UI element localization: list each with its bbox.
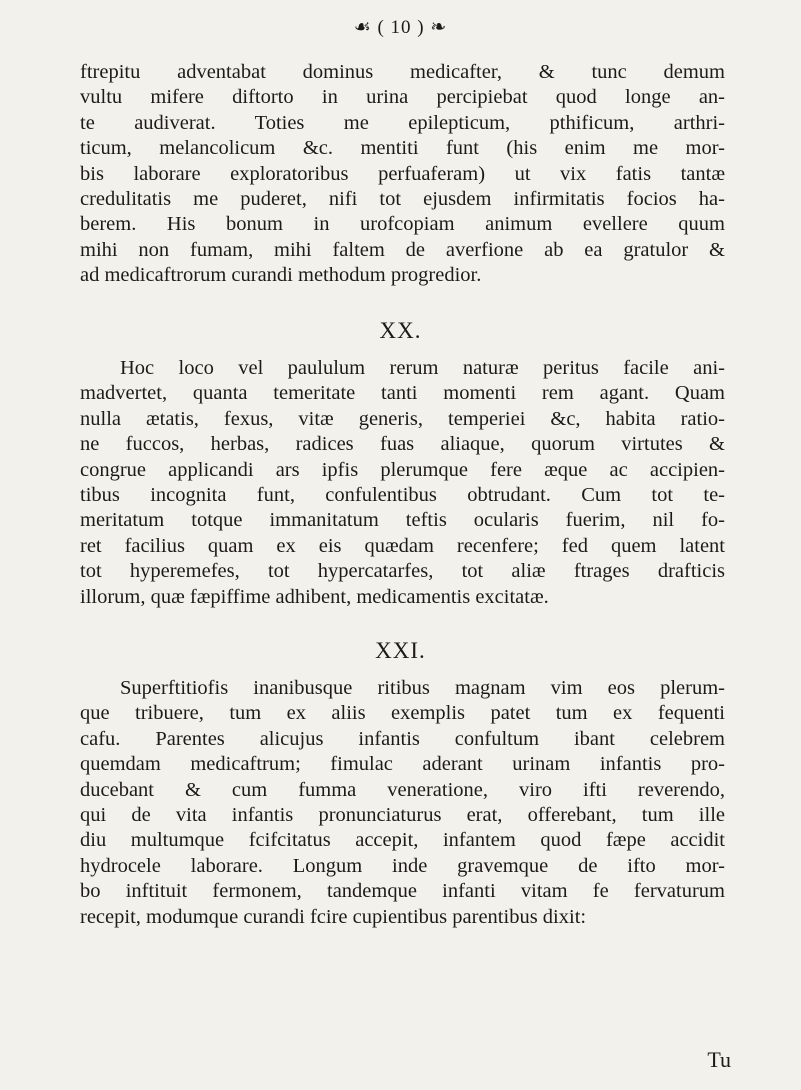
text-line: ftrepitu adventabat dominus medicafter, & tunc demum (80, 61, 725, 83)
text-line: illorum, quæ fæpiffime adhibent, medicamentis excitatæ. (80, 585, 549, 608)
text-line: nulla ætatis, fexus, vitæ generis, temperiei &c, habita ratio- (80, 407, 725, 430)
paragraph-continuation (80, 60, 725, 289)
text-line: ducebant & cum fumma veneratione, viro ifti reverendo, (80, 778, 725, 801)
text-line: hydrocele laborare. Longum inde gravemque de ifto mor- (80, 854, 725, 877)
text-line: recepit, modumque curandi fcire cupientibus parentibus dixit: (80, 905, 587, 928)
text-line: berem. His bonum in urofcopiam animum evellere quum (80, 213, 725, 236)
paragraph-section-xx (80, 356, 725, 610)
text-line: madvertet, quanta temeritate tanti momenti rem agant. Quam (80, 382, 725, 405)
section-heading-xxi: XXI. (375, 638, 426, 663)
text-line: vultu mifere diftorto in urina percipiebat quod longe an- (80, 86, 725, 109)
text-line: que tribuere, tum ex aliis exemplis patet tum ex fequenti (80, 702, 725, 725)
text-line: bis laborare exploratoribus perfuaferam) ut vix fatis tantæ (80, 162, 725, 185)
text-line: mihi non fumam, mihi faltem de averfione ab ea gratulor & (80, 238, 725, 261)
text-line: quemdam medicaftrum; fimulac aderant urinam infantis pro- (80, 753, 725, 776)
section-heading-xx: XX. (379, 318, 422, 343)
text-line: bo inftituit fermonem, tandemque infanti vitam fe fervaturum (80, 880, 725, 903)
text-line: Superftitiofis inanibusque ritibus magnam vim eos plerum- (120, 677, 725, 699)
text-line: tibus incognita funt, confulentibus obtrudant. Cum tot te- (80, 484, 725, 507)
text-line: meritatum totque immanitatum teftis ocularis fuerim, nil fo- (80, 509, 725, 532)
text-line: qui de vita infantis pronunciaturus erat, offerebant, tum ille (80, 804, 725, 827)
text-line: ne fuccos, herbas, radices fuas aliaque, quorum virtutes & (80, 433, 725, 456)
text-line: ticum, melancolicum &c. mentiti funt (his enim me mor- (80, 137, 725, 160)
text-line: cafu. Parentes alicujus infantis confultum ibant celebrem (80, 727, 725, 750)
text-line: diu multumque fcifcitatus accepit, infantem quod fæpe accidit (80, 829, 725, 852)
page-header: ☙ ( 10 ) ❧ (353, 17, 448, 38)
text-line: credulitatis me puderet, nifi tot ejusdem infirmitatis focios ha- (80, 188, 725, 211)
catchword: Tu (707, 1047, 731, 1072)
text-line: Hoc loco vel paululum rerum naturæ peritus facile ani- (120, 357, 725, 379)
paragraph-section-xxi (80, 676, 725, 930)
text-line: ret facilius quam ex eis quædam recenfere; fed quem latent (80, 534, 725, 557)
text-line: congrue applicandi ars ipfis plerumque fere æque ac accipien- (80, 458, 725, 481)
text-line: tot hyperemefes, tot hypercatarfes, tot aliæ ftrages drafticis (80, 560, 725, 583)
text-line: ad medicaftrorum curandi methodum progredior. (80, 264, 482, 287)
text-line: te audiverat. Toties me epilepticum, pthificum, arthri- (80, 111, 725, 134)
